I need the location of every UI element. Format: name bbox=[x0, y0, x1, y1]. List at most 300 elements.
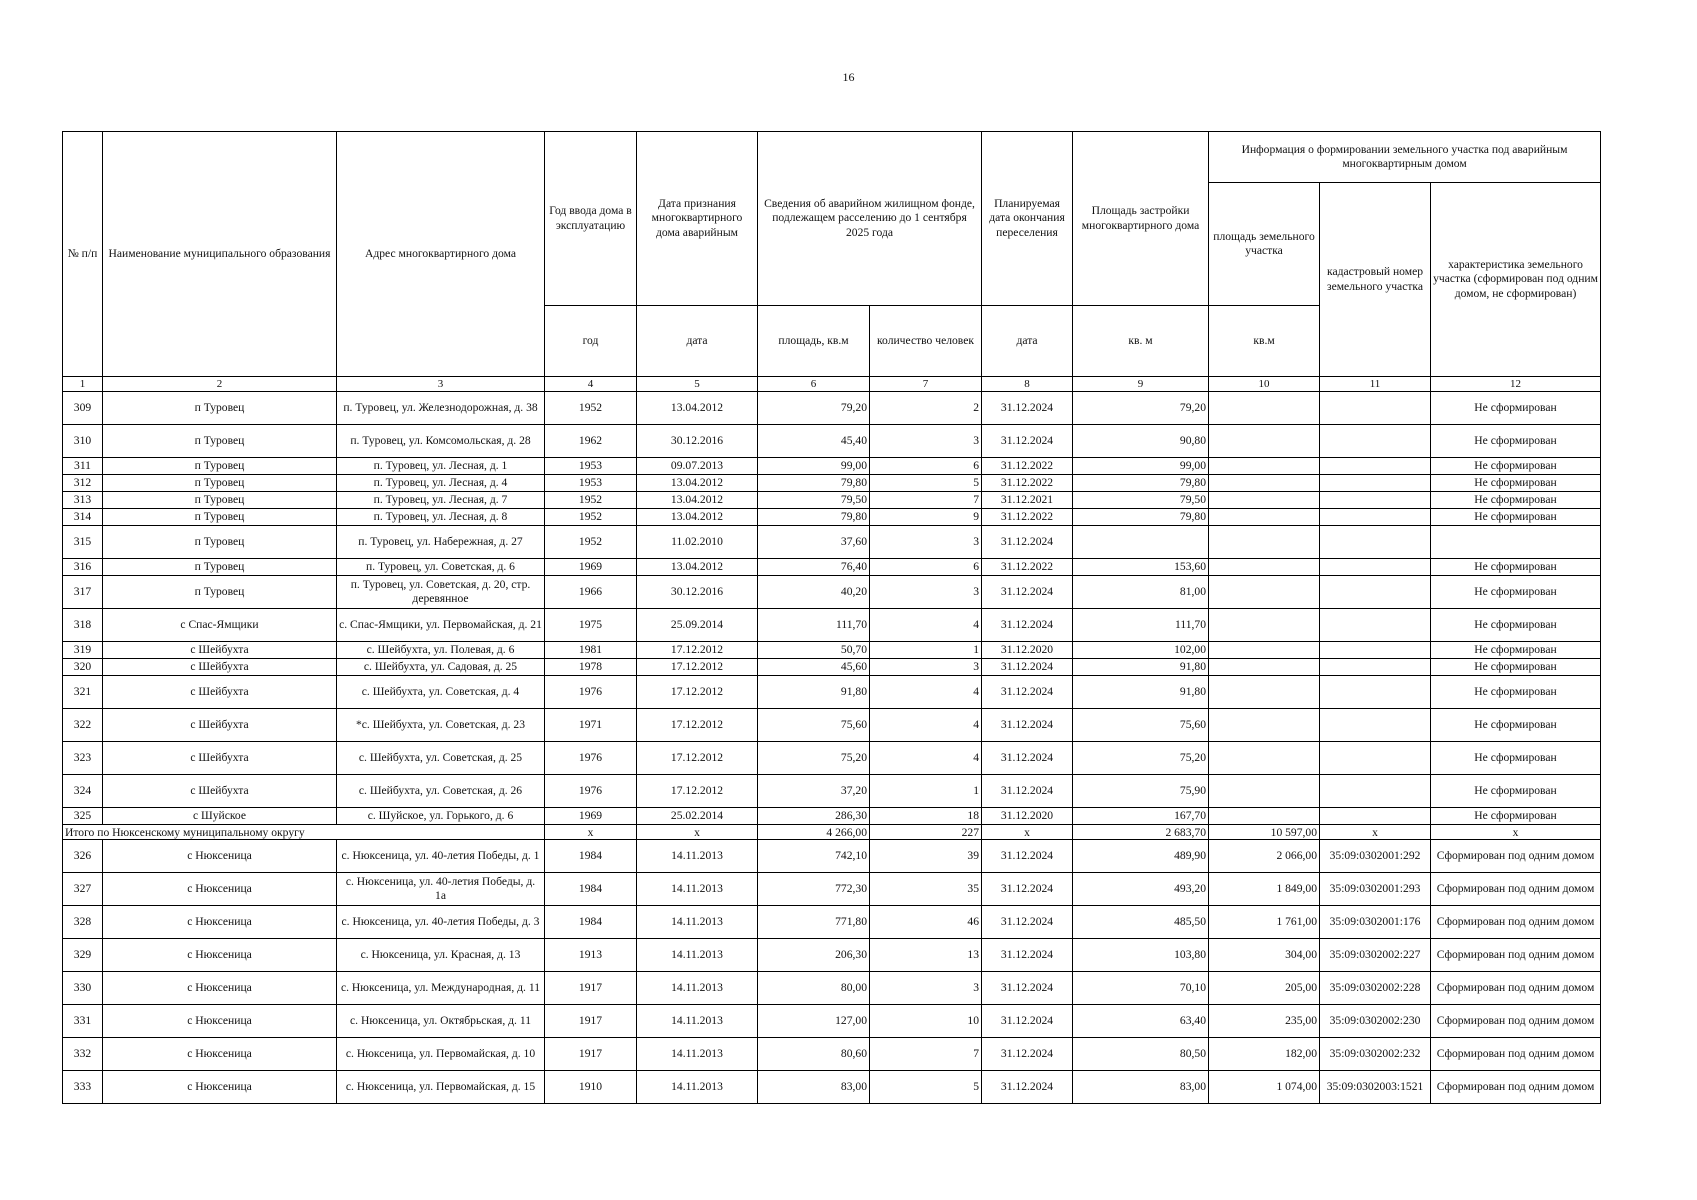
planned-date-cell: 31.12.2024 bbox=[982, 392, 1073, 425]
people-cell: 4 bbox=[870, 676, 982, 709]
year-cell: 1917 bbox=[545, 1038, 637, 1071]
emergency-housing-table bbox=[62, 131, 1601, 1104]
area-cell: 772,30 bbox=[758, 873, 870, 906]
recognition-date-cell: 30.12.2016 bbox=[637, 576, 758, 609]
cadastral-cell: 35:09:0302001:176 bbox=[1320, 906, 1431, 939]
area-cell: 206,30 bbox=[758, 939, 870, 972]
table-row bbox=[63, 906, 1601, 939]
total-year: x bbox=[545, 825, 637, 840]
address-cell: с. Нюксеница, ул. Красная, д. 13 bbox=[337, 939, 545, 972]
cadastral-cell bbox=[1320, 458, 1431, 475]
row-number: 317 bbox=[63, 576, 103, 609]
planned-date-cell: 31.12.2024 bbox=[982, 709, 1073, 742]
built-area-cell: 79,80 bbox=[1073, 509, 1209, 526]
table-row bbox=[63, 526, 1601, 559]
table-row bbox=[63, 676, 1601, 709]
header-unit-sqm2: кв.м bbox=[1209, 306, 1320, 377]
planned-date-cell: 31.12.2024 bbox=[982, 775, 1073, 808]
municipality-cell: с Шуйское bbox=[103, 808, 337, 825]
cadastral-cell bbox=[1320, 775, 1431, 808]
header-land-char: характеристика земельного участка (сформирован под одним домом, не сформирован) bbox=[1431, 183, 1601, 377]
land-char-cell: Не сформирован bbox=[1431, 509, 1601, 526]
land-char-cell: Сформирован под одним домом bbox=[1431, 906, 1601, 939]
total-cadastral: x bbox=[1320, 825, 1431, 840]
year-cell: 1984 bbox=[545, 906, 637, 939]
recognition-date-cell: 14.11.2013 bbox=[637, 939, 758, 972]
address-cell: п. Туровец, ул. Лесная, д. 8 bbox=[337, 509, 545, 526]
area-cell: 37,60 bbox=[758, 526, 870, 559]
header-unit-people: количество человек bbox=[870, 306, 982, 377]
land-char-cell: Сформирован под одним домом bbox=[1431, 972, 1601, 1005]
year-cell: 1976 bbox=[545, 775, 637, 808]
address-cell: с. Нюксеница, ул. Первомайская, д. 15 bbox=[337, 1071, 545, 1104]
table-row bbox=[63, 475, 1601, 492]
planned-date-cell: 31.12.2021 bbox=[982, 492, 1073, 509]
land-area-cell: 205,00 bbox=[1209, 972, 1320, 1005]
people-cell: 10 bbox=[870, 1005, 982, 1038]
land-char-cell: Не сформирован bbox=[1431, 392, 1601, 425]
column-number: 6 bbox=[758, 377, 870, 392]
built-area-cell: 83,00 bbox=[1073, 1071, 1209, 1104]
people-cell: 2 bbox=[870, 392, 982, 425]
recognition-date-cell: 17.12.2012 bbox=[637, 659, 758, 676]
cadastral-cell: 35:09:0302001:292 bbox=[1320, 840, 1431, 873]
table-row bbox=[63, 609, 1601, 642]
row-number: 325 bbox=[63, 808, 103, 825]
year-cell: 1969 bbox=[545, 808, 637, 825]
column-number: 8 bbox=[982, 377, 1073, 392]
cadastral-cell: 35:09:0302003:1521 bbox=[1320, 1071, 1431, 1104]
area-cell: 40,20 bbox=[758, 576, 870, 609]
address-cell: с. Шейбухта, ул. Советская, д. 4 bbox=[337, 676, 545, 709]
land-area-cell: 235,00 bbox=[1209, 1005, 1320, 1038]
table-row bbox=[63, 425, 1601, 458]
built-area-cell: 75,60 bbox=[1073, 709, 1209, 742]
area-cell: 37,20 bbox=[758, 775, 870, 808]
land-area-cell: 304,00 bbox=[1209, 939, 1320, 972]
address-cell: с. Нюксеница, ул. 40-летия Победы, д. 1 bbox=[337, 840, 545, 873]
table-row bbox=[63, 1038, 1601, 1071]
area-cell: 79,20 bbox=[758, 392, 870, 425]
row-number: 323 bbox=[63, 742, 103, 775]
table-body-b bbox=[63, 840, 1601, 1104]
area-cell: 80,00 bbox=[758, 972, 870, 1005]
recognition-date-cell: 14.11.2013 bbox=[637, 906, 758, 939]
table-row bbox=[63, 840, 1601, 873]
year-cell: 1910 bbox=[545, 1071, 637, 1104]
recognition-date-cell: 17.12.2012 bbox=[637, 676, 758, 709]
year-cell: 1981 bbox=[545, 642, 637, 659]
municipality-cell: п Туровец bbox=[103, 425, 337, 458]
year-cell: 1952 bbox=[545, 509, 637, 526]
row-number: 312 bbox=[63, 475, 103, 492]
column-number: 10 bbox=[1209, 377, 1320, 392]
address-cell: с. Спас-Ямщики, ул. Первомайская, д. 21 bbox=[337, 609, 545, 642]
land-area-cell bbox=[1209, 642, 1320, 659]
cadastral-cell bbox=[1320, 676, 1431, 709]
land-char-cell: Не сформирован bbox=[1431, 576, 1601, 609]
land-area-cell bbox=[1209, 808, 1320, 825]
recognition-date-cell: 30.12.2016 bbox=[637, 425, 758, 458]
planned-date-cell: 31.12.2024 bbox=[982, 939, 1073, 972]
year-cell: 1913 bbox=[545, 939, 637, 972]
column-number: 4 bbox=[545, 377, 637, 392]
people-cell: 39 bbox=[870, 840, 982, 873]
land-char-cell: Сформирован под одним домом bbox=[1431, 939, 1601, 972]
land-char-cell: Сформирован под одним домом bbox=[1431, 1005, 1601, 1038]
row-number: 322 bbox=[63, 709, 103, 742]
people-cell: 4 bbox=[870, 742, 982, 775]
address-cell: с. Шейбухта, ул. Советская, д. 26 bbox=[337, 775, 545, 808]
year-cell: 1975 bbox=[545, 609, 637, 642]
municipality-cell: с Нюксеница bbox=[103, 906, 337, 939]
land-char-cell: Не сформирован bbox=[1431, 609, 1601, 642]
land-char-cell: Не сформирован bbox=[1431, 775, 1601, 808]
year-cell: 1976 bbox=[545, 742, 637, 775]
municipality-cell: п Туровец bbox=[103, 392, 337, 425]
built-area-cell: 489,90 bbox=[1073, 840, 1209, 873]
municipality-cell: с Нюксеница bbox=[103, 873, 337, 906]
land-area-cell bbox=[1209, 576, 1320, 609]
total-land: 10 597,00 bbox=[1209, 825, 1320, 840]
land-area-cell bbox=[1209, 559, 1320, 576]
municipality-cell: с Шейбухта bbox=[103, 642, 337, 659]
people-cell: 7 bbox=[870, 1038, 982, 1071]
built-area-cell: 99,00 bbox=[1073, 458, 1209, 475]
land-area-cell: 182,00 bbox=[1209, 1038, 1320, 1071]
built-area-cell: 167,70 bbox=[1073, 808, 1209, 825]
table-row bbox=[63, 392, 1601, 425]
column-number: 5 bbox=[637, 377, 758, 392]
people-cell: 3 bbox=[870, 576, 982, 609]
row-number: 329 bbox=[63, 939, 103, 972]
table-row bbox=[63, 1005, 1601, 1038]
row-number: 313 bbox=[63, 492, 103, 509]
year-cell: 1966 bbox=[545, 576, 637, 609]
area-cell: 91,80 bbox=[758, 676, 870, 709]
people-cell: 4 bbox=[870, 609, 982, 642]
year-cell: 1952 bbox=[545, 492, 637, 509]
planned-date-cell: 31.12.2024 bbox=[982, 906, 1073, 939]
header-planned-date: Планируемая дата окончания переселения bbox=[982, 132, 1073, 306]
land-char-cell: Не сформирован bbox=[1431, 475, 1601, 492]
cadastral-cell bbox=[1320, 642, 1431, 659]
municipality-cell: с Шейбухта bbox=[103, 709, 337, 742]
planned-date-cell: 31.12.2024 bbox=[982, 526, 1073, 559]
address-cell: с. Шейбухта, ул. Советская, д. 25 bbox=[337, 742, 545, 775]
row-number: 331 bbox=[63, 1005, 103, 1038]
built-area-cell: 102,00 bbox=[1073, 642, 1209, 659]
header-address: Адрес многоквартирного дома bbox=[337, 132, 545, 377]
recognition-date-cell: 17.12.2012 bbox=[637, 775, 758, 808]
cadastral-cell bbox=[1320, 576, 1431, 609]
people-cell: 18 bbox=[870, 808, 982, 825]
column-numbers-row bbox=[63, 377, 1601, 392]
table-row bbox=[63, 659, 1601, 676]
recognition-date-cell: 17.12.2012 bbox=[637, 709, 758, 742]
people-cell: 3 bbox=[870, 425, 982, 458]
row-number: 311 bbox=[63, 458, 103, 475]
built-area-cell: 81,00 bbox=[1073, 576, 1209, 609]
address-cell: п. Туровец, ул. Советская, д. 20, стр. деревянное bbox=[337, 576, 545, 609]
total-plan: x bbox=[982, 825, 1073, 840]
area-cell: 75,20 bbox=[758, 742, 870, 775]
people-cell: 35 bbox=[870, 873, 982, 906]
planned-date-cell: 31.12.2024 bbox=[982, 425, 1073, 458]
cadastral-cell bbox=[1320, 392, 1431, 425]
row-number: 310 bbox=[63, 425, 103, 458]
land-area-cell: 1 074,00 bbox=[1209, 1071, 1320, 1104]
area-cell: 79,80 bbox=[758, 509, 870, 526]
address-cell: с. Нюксеница, ул. 40-летия Победы, д. 1а bbox=[337, 873, 545, 906]
planned-date-cell: 31.12.2024 bbox=[982, 873, 1073, 906]
recognition-date-cell: 14.11.2013 bbox=[637, 1005, 758, 1038]
municipality-cell: с Шейбухта bbox=[103, 775, 337, 808]
recognition-date-cell: 17.12.2012 bbox=[637, 642, 758, 659]
total-area: 4 266,00 bbox=[758, 825, 870, 840]
address-cell: с. Нюксеница, ул. 40-летия Победы, д. 3 bbox=[337, 906, 545, 939]
people-cell: 7 bbox=[870, 492, 982, 509]
column-number: 11 bbox=[1320, 377, 1431, 392]
table-row bbox=[63, 492, 1601, 509]
planned-date-cell: 31.12.2024 bbox=[982, 840, 1073, 873]
address-cell: п. Туровец, ул. Комсомольская, д. 28 bbox=[337, 425, 545, 458]
header-municipality: Наименование муниципального образования bbox=[103, 132, 337, 377]
municipality-cell: с Нюксеница bbox=[103, 939, 337, 972]
land-char-cell: Сформирован под одним домом bbox=[1431, 1071, 1601, 1104]
header-no: № п/п bbox=[63, 132, 103, 377]
recognition-date-cell: 09.07.2013 bbox=[637, 458, 758, 475]
column-number: 12 bbox=[1431, 377, 1601, 392]
header-built-area: Площадь застройки многоквартирного дома bbox=[1073, 132, 1209, 306]
header-date-recognition: Дата признания многоквартирного дома аварийным bbox=[637, 132, 758, 306]
land-area-cell bbox=[1209, 492, 1320, 509]
table-row bbox=[63, 873, 1601, 906]
municipality-cell: п Туровец bbox=[103, 492, 337, 509]
cadastral-cell bbox=[1320, 659, 1431, 676]
built-area-cell: 103,80 bbox=[1073, 939, 1209, 972]
land-area-cell bbox=[1209, 392, 1320, 425]
municipality-cell: п Туровец bbox=[103, 475, 337, 492]
cadastral-cell: 35:09:0302002:232 bbox=[1320, 1038, 1431, 1071]
municipality-cell: п Туровец bbox=[103, 576, 337, 609]
people-cell: 3 bbox=[870, 659, 982, 676]
land-char-cell: Сформирован под одним домом bbox=[1431, 840, 1601, 873]
row-number: 315 bbox=[63, 526, 103, 559]
header-land-info: Информация о формировании земельного участка под аварийным многоквартирным домом bbox=[1209, 132, 1601, 183]
address-cell: п. Туровец, ул. Набережная, д. 27 bbox=[337, 526, 545, 559]
people-cell: 5 bbox=[870, 475, 982, 492]
land-area-cell: 1 761,00 bbox=[1209, 906, 1320, 939]
cadastral-cell bbox=[1320, 559, 1431, 576]
land-area-cell bbox=[1209, 458, 1320, 475]
built-area-cell bbox=[1073, 526, 1209, 559]
row-number: 316 bbox=[63, 559, 103, 576]
row-number: 328 bbox=[63, 906, 103, 939]
year-cell: 1953 bbox=[545, 475, 637, 492]
column-number: 2 bbox=[103, 377, 337, 392]
people-cell: 6 bbox=[870, 559, 982, 576]
land-area-cell bbox=[1209, 709, 1320, 742]
planned-date-cell: 31.12.2024 bbox=[982, 1038, 1073, 1071]
built-area-cell: 111,70 bbox=[1073, 609, 1209, 642]
area-cell: 45,40 bbox=[758, 425, 870, 458]
area-cell: 111,70 bbox=[758, 609, 870, 642]
cadastral-cell bbox=[1320, 492, 1431, 509]
municipality-cell: с Спас-Ямщики bbox=[103, 609, 337, 642]
table-row bbox=[63, 559, 1601, 576]
land-char-cell: Не сформирован bbox=[1431, 425, 1601, 458]
land-area-cell bbox=[1209, 526, 1320, 559]
built-area-cell: 79,20 bbox=[1073, 392, 1209, 425]
people-cell: 1 bbox=[870, 642, 982, 659]
address-cell: с. Нюксеница, ул. Первомайская, д. 10 bbox=[337, 1038, 545, 1071]
municipality-cell: с Нюксеница bbox=[103, 972, 337, 1005]
recognition-date-cell: 13.04.2012 bbox=[637, 492, 758, 509]
built-area-cell: 153,60 bbox=[1073, 559, 1209, 576]
area-cell: 83,00 bbox=[758, 1071, 870, 1104]
area-cell: 76,40 bbox=[758, 559, 870, 576]
municipality-cell: п Туровец bbox=[103, 509, 337, 526]
cadastral-cell bbox=[1320, 509, 1431, 526]
header-emergency-info: Сведения об аварийном жилищном фонде, подлежащем расселению до 1 сентября 2025 года bbox=[758, 132, 982, 306]
land-char-cell: Сформирован под одним домом bbox=[1431, 1038, 1601, 1071]
people-cell: 13 bbox=[870, 939, 982, 972]
row-number: 320 bbox=[63, 659, 103, 676]
row-number: 332 bbox=[63, 1038, 103, 1071]
header-unit-sqm: кв. м bbox=[1073, 306, 1209, 377]
area-cell: 79,80 bbox=[758, 475, 870, 492]
header-land-area: площадь земельного участка bbox=[1209, 183, 1320, 306]
recognition-date-cell: 14.11.2013 bbox=[637, 1071, 758, 1104]
recognition-date-cell: 11.02.2010 bbox=[637, 526, 758, 559]
cadastral-cell bbox=[1320, 742, 1431, 775]
year-cell: 1969 bbox=[545, 559, 637, 576]
municipality-cell: с Шейбухта bbox=[103, 742, 337, 775]
cadastral-cell bbox=[1320, 609, 1431, 642]
recognition-date-cell: 14.11.2013 bbox=[637, 1038, 758, 1071]
row-number: 327 bbox=[63, 873, 103, 906]
people-cell: 9 bbox=[870, 509, 982, 526]
land-area-cell bbox=[1209, 742, 1320, 775]
planned-date-cell: 31.12.2020 bbox=[982, 642, 1073, 659]
address-cell: п. Туровец, ул. Лесная, д. 1 bbox=[337, 458, 545, 475]
planned-date-cell: 31.12.2024 bbox=[982, 1071, 1073, 1104]
land-char-cell: Не сформирован bbox=[1431, 808, 1601, 825]
recognition-date-cell: 13.04.2012 bbox=[637, 509, 758, 526]
land-area-cell bbox=[1209, 659, 1320, 676]
table-row bbox=[63, 642, 1601, 659]
column-number: 9 bbox=[1073, 377, 1209, 392]
built-area-cell: 70,10 bbox=[1073, 972, 1209, 1005]
built-area-cell: 91,80 bbox=[1073, 659, 1209, 676]
year-cell: 1952 bbox=[545, 526, 637, 559]
address-cell: п. Туровец, ул. Советская, д. 6 bbox=[337, 559, 545, 576]
planned-date-cell: 31.12.2024 bbox=[982, 1005, 1073, 1038]
cadastral-cell: 35:09:0302002:227 bbox=[1320, 939, 1431, 972]
total-built: 2 683,70 bbox=[1073, 825, 1209, 840]
table-row bbox=[63, 808, 1601, 825]
planned-date-cell: 31.12.2022 bbox=[982, 475, 1073, 492]
table-row bbox=[63, 509, 1601, 526]
planned-date-cell: 31.12.2024 bbox=[982, 576, 1073, 609]
area-cell: 286,30 bbox=[758, 808, 870, 825]
cadastral-cell: 35:09:0302002:228 bbox=[1320, 972, 1431, 1005]
year-cell: 1978 bbox=[545, 659, 637, 676]
header-cadastral: кадастровый номер земельного участка bbox=[1320, 183, 1431, 377]
recognition-date-cell: 13.04.2012 bbox=[637, 559, 758, 576]
recognition-date-cell: 13.04.2012 bbox=[637, 475, 758, 492]
total-row bbox=[63, 825, 1601, 840]
people-cell: 3 bbox=[870, 972, 982, 1005]
built-area-cell: 75,20 bbox=[1073, 742, 1209, 775]
cadastral-cell bbox=[1320, 808, 1431, 825]
land-area-cell: 2 066,00 bbox=[1209, 840, 1320, 873]
land-area-cell: 1 849,00 bbox=[1209, 873, 1320, 906]
area-cell: 45,60 bbox=[758, 659, 870, 676]
planned-date-cell: 31.12.2022 bbox=[982, 559, 1073, 576]
people-cell: 4 bbox=[870, 709, 982, 742]
row-number: 321 bbox=[63, 676, 103, 709]
land-char-cell: Не сформирован bbox=[1431, 709, 1601, 742]
municipality-cell: п Туровец bbox=[103, 526, 337, 559]
total-people: 227 bbox=[870, 825, 982, 840]
header-unit-date2: дата bbox=[982, 306, 1073, 377]
address-cell: с. Шейбухта, ул. Полевая, д. 6 bbox=[337, 642, 545, 659]
land-char-cell: Не сформирован bbox=[1431, 458, 1601, 475]
land-area-cell bbox=[1209, 609, 1320, 642]
planned-date-cell: 31.12.2024 bbox=[982, 676, 1073, 709]
recognition-date-cell: 14.11.2013 bbox=[637, 840, 758, 873]
recognition-date-cell: 17.12.2012 bbox=[637, 742, 758, 775]
built-area-cell: 91,80 bbox=[1073, 676, 1209, 709]
people-cell: 46 bbox=[870, 906, 982, 939]
total-label: Итого по Нюксенскому муниципальному округу bbox=[63, 825, 545, 840]
year-cell: 1984 bbox=[545, 840, 637, 873]
built-area-cell: 75,90 bbox=[1073, 775, 1209, 808]
page-number: 16 bbox=[842, 70, 855, 84]
built-area-cell: 63,40 bbox=[1073, 1005, 1209, 1038]
land-char-cell bbox=[1431, 526, 1601, 559]
year-cell: 1952 bbox=[545, 392, 637, 425]
people-cell: 1 bbox=[870, 775, 982, 808]
municipality-cell: с Нюксеница bbox=[103, 1038, 337, 1071]
cadastral-cell: 35:09:0302002:230 bbox=[1320, 1005, 1431, 1038]
row-number: 314 bbox=[63, 509, 103, 526]
municipality-cell: с Нюксеница bbox=[103, 1071, 337, 1104]
people-cell: 3 bbox=[870, 526, 982, 559]
planned-date-cell: 31.12.2024 bbox=[982, 742, 1073, 775]
planned-date-cell: 31.12.2024 bbox=[982, 972, 1073, 1005]
table-row bbox=[63, 775, 1601, 808]
total-date: x bbox=[637, 825, 758, 840]
table-row bbox=[63, 742, 1601, 775]
address-cell: с. Нюксеница, ул. Международная, д. 11 bbox=[337, 972, 545, 1005]
people-cell: 5 bbox=[870, 1071, 982, 1104]
header-year: Год ввода дома в эксплуатацию bbox=[545, 132, 637, 306]
cadastral-cell bbox=[1320, 425, 1431, 458]
land-char-cell: Не сформирован bbox=[1431, 642, 1601, 659]
row-number: 333 bbox=[63, 1071, 103, 1104]
area-cell: 742,10 bbox=[758, 840, 870, 873]
recognition-date-cell: 14.11.2013 bbox=[637, 972, 758, 1005]
area-cell: 79,50 bbox=[758, 492, 870, 509]
municipality-cell: с Нюксеница bbox=[103, 1005, 337, 1038]
land-area-cell bbox=[1209, 425, 1320, 458]
built-area-cell: 79,50 bbox=[1073, 492, 1209, 509]
address-cell: *с. Шейбухта, ул. Советская, д. 23 bbox=[337, 709, 545, 742]
built-area-cell: 80,50 bbox=[1073, 1038, 1209, 1071]
